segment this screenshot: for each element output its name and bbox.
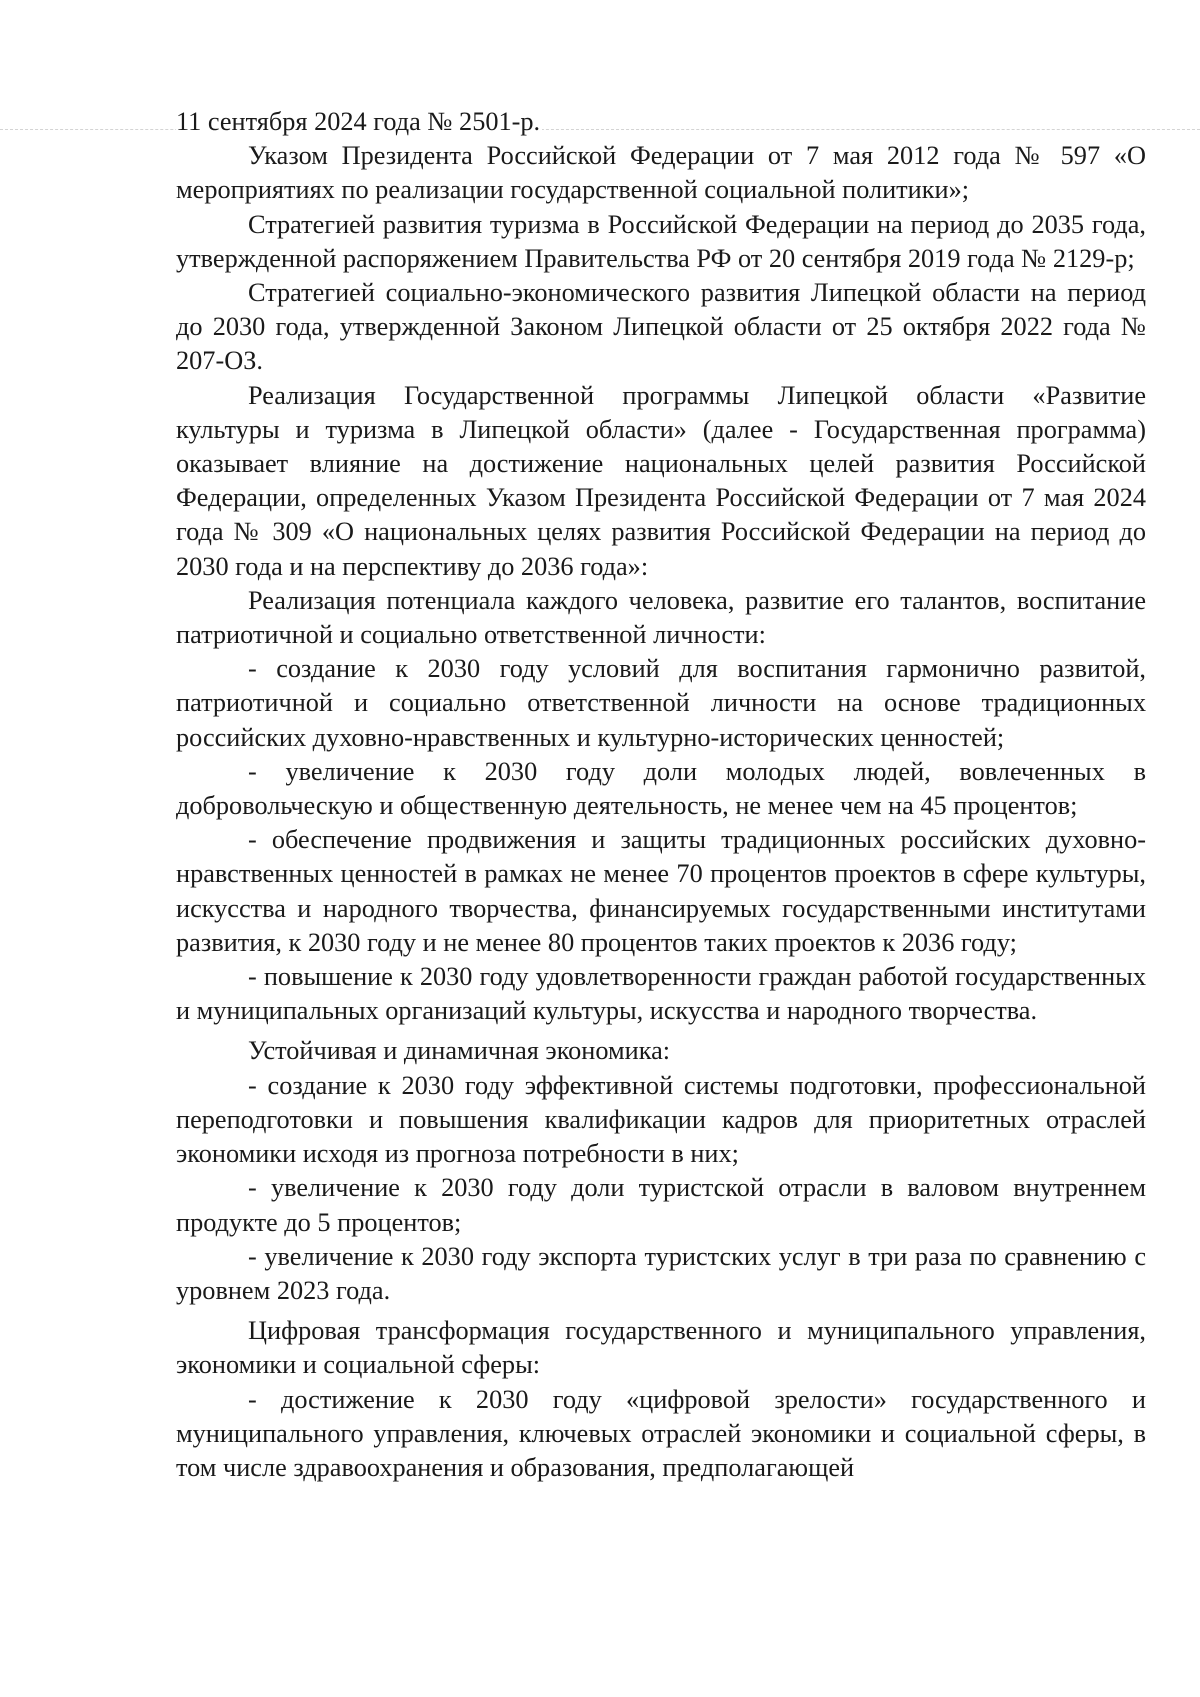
list-item: - увеличение к 2030 году экспорта туристских услуг в три раза по сравнению с уровнем 2023 года. — [176, 1241, 1146, 1305]
list-item: - увеличение к 2030 году доли молодых людей, вовлеченных в добровольческую и общественную деятельность, не менее чем на 45 процентов; — [176, 756, 1146, 821]
list-item: - достижение к 2030 году «цифровой зрелости» государственного и муниципального управления, ключевых отраслей экономики и социальной сферы, в том числе здравоохранения и образования, предполагающей — [176, 1384, 1146, 1482]
paragraph-lipetsk-strategy: Стратегией социально-экономического развития Липецкой области на период до 2030 года, утвержденной Законом Липецкой области от 25 октября 2022 года № 207-ОЗ. — [176, 278, 1146, 376]
paragraph-goal-digital: Цифровая трансформация государственного и муниципального управления, экономики и социальной сферы: — [176, 1316, 1146, 1380]
list-item: - создание к 2030 году условий для воспитания гармонично развитой, патриотичной и социально ответственной личности на основе традиционных российских духовно-нравственных и культурно-исторических ценностей; — [176, 654, 1146, 752]
paragraph-goal-economy: Устойчивая и динамичная экономика: — [248, 1036, 671, 1066]
list-item: - создание к 2030 году эффективной системы подготовки, профессиональной переподготовки и повышения квалификации кадров для приоритетных отраслей экономики исходя из прогноза потребности в них; — [176, 1070, 1146, 1169]
paragraph-tourism-strategy: Стратегией развития туризма в Российской Федерации на период до 2035 года, утвержденной распоряжением Правительства РФ от 20 сентября 2019 года № 2129-р; — [176, 209, 1146, 273]
list-item: - обеспечение продвижения и защиты традиционных российских духовно-нравственных ценностей в рамках не менее 70 процентов проектов в сфере культуры, искусства и народного творчества, финансируемых государственными институтами развития, к 2030 году и не менее 80 процентов таких проектов к 2036 году; — [176, 825, 1146, 957]
document-body — [176, 105, 1146, 1485]
paragraph-program-impact: Реализация Государственной программы Липецкой области «Развитие культуры и туризма в Липецкой области» (далее - Государственная программа) оказывает влияние на достижение национальных целей развития Российской Федерации, определенных Указом Президента Российской Федерации от 7 мая 2024 года № 309 «О национальных целях развития Российской Федерации на период до 2030 года и на перспективу до 2036 года»: — [176, 380, 1146, 581]
list-item: - повышение к 2030 году удовлетворенности граждан работой государственных и муниципальных организаций культуры, искусства и народного творчества. — [176, 962, 1146, 1026]
paragraph-text: 11 сентября 2024 года № 2501-р. — [176, 107, 541, 136]
paragraph-order-reference — [176, 105, 1146, 139]
list-item: - увеличение к 2030 году доли туристской отрасли в валовом внутреннем продукте до 5 процентов; — [176, 1173, 1146, 1237]
paragraph-goal-human-potential: Реализация потенциала каждого человека, развитие его талантов, воспитание патриотичной и социально ответственной личности: — [176, 585, 1146, 650]
paragraph-decree-597: Указом Президента Российской Федерации от 7 мая 2012 года № 597 «О мероприятиях по реализации государственной социальной политики»; — [176, 141, 1146, 205]
